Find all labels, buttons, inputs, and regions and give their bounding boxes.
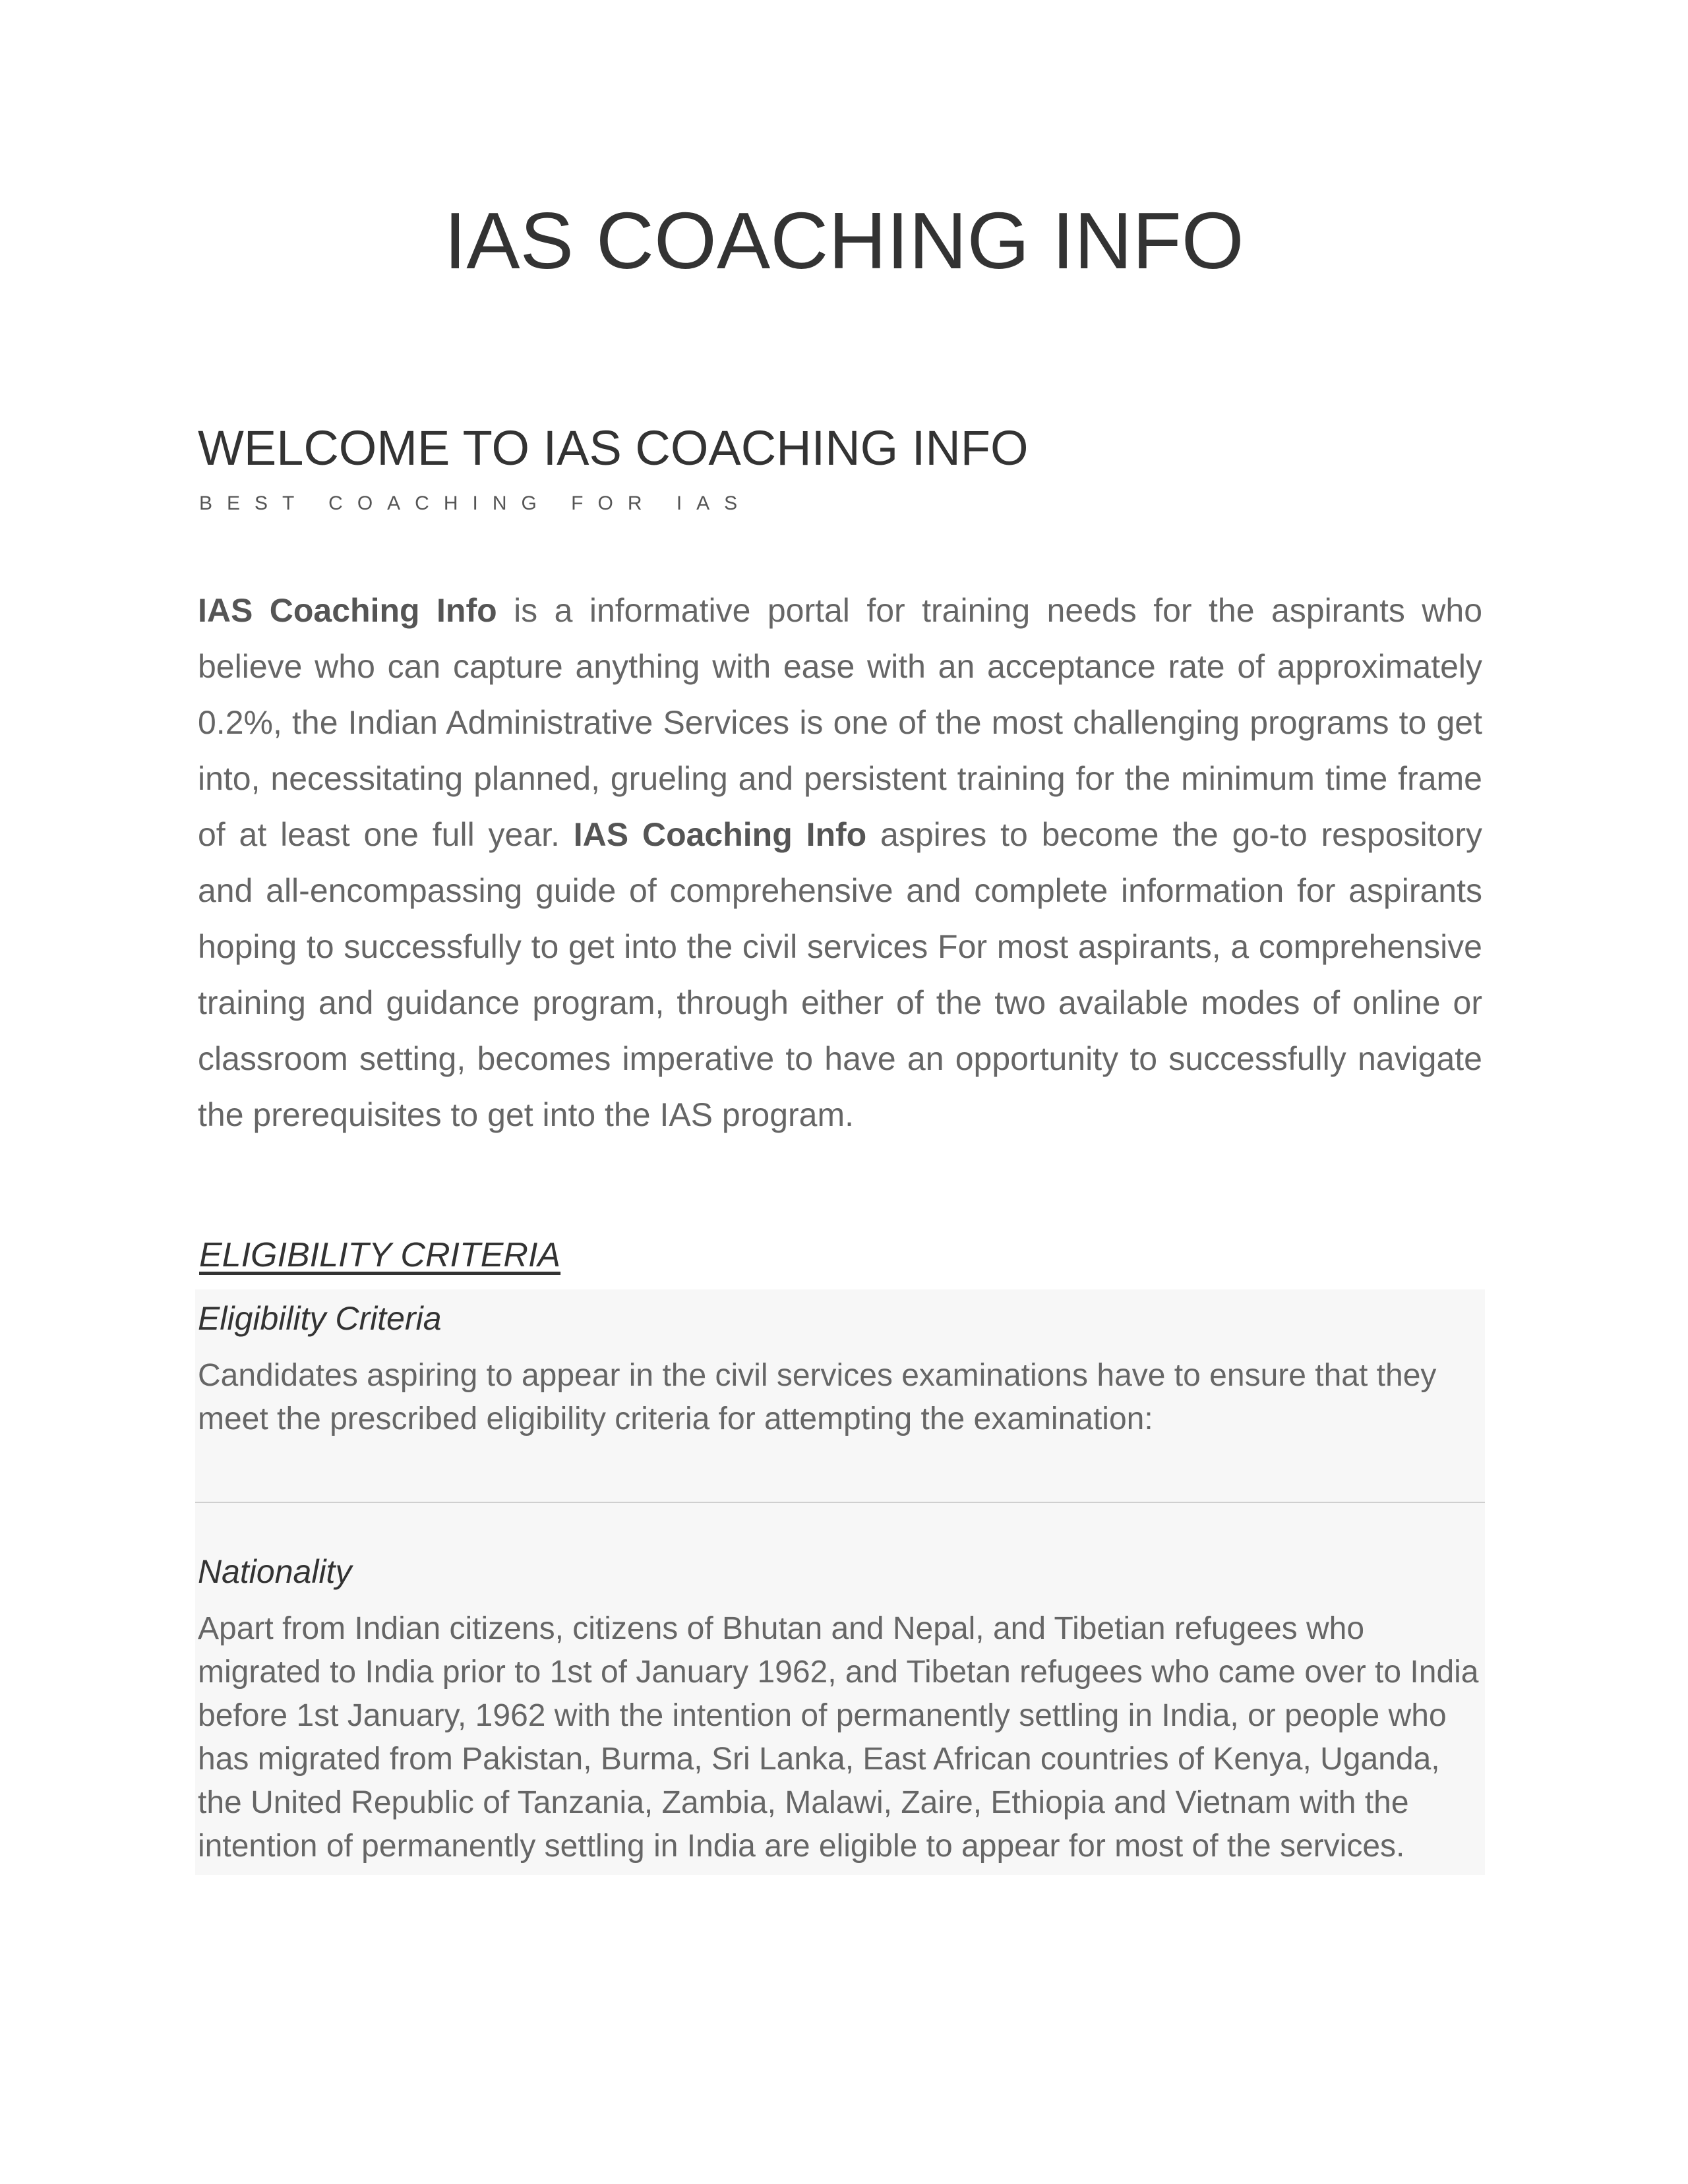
eligibility-criteria-text: Candidates aspiring to appear in the civil services examinations have to ensure that they meet the prescribed eligibility criteria for attempting the examination:: [198, 1358, 1437, 1436]
site-title: IAS COACHING INFO: [444, 196, 1244, 285]
intro-brand-name-2: IAS Coaching Info: [573, 816, 867, 853]
nationality-text: Apart from Indian citizens, citizens of Bhutan and Nepal, and Tibetian refugees who migrated to India prior to 1st of January 1962, and Tibetan refugees who came over to India before 1st January, 1962 with the intention of permanently settling in India, or people who has migrated from Pakistan, Burma, Sri Lanka, East African countries of Kenya, Uganda, the United Republic of Tanzania, Zambia, Malawi, Zaire, Ethiopia and Vietnam with the intention of permanently settling in India are eligible to appear for most of the services.: [198, 1611, 1479, 1864]
nationality-block: [195, 1503, 1485, 1875]
intro-paragraph: [198, 583, 1482, 1143]
eligibility-criteria-block: [195, 1289, 1485, 1441]
tagline: BEST COACHING FOR IAS: [199, 492, 752, 514]
eligibility-criteria-title: Eligibility Criteria: [198, 1300, 442, 1337]
intro-text-part-2: aspires to become the go-to respository and all-encompassing guide of comprehensive and complete information for aspirants hoping to successfully to get into the civil services For most aspirants, a comprehensive training and guidance program, through either of the two available modes of online or classroom setting, becomes imperative to have an opportunity to successfully navigate the prerequisites to get into the IAS program.: [198, 816, 1482, 1133]
intro-brand-name: IAS Coaching Info: [198, 592, 497, 629]
nationality-title: Nationality: [198, 1553, 352, 1590]
eligibility-panel: [195, 1289, 1485, 1875]
welcome-heading: WELCOME TO IAS COACHING INFO: [198, 421, 1029, 475]
eligibility-section-title: ELIGIBILITY CRITERIA: [199, 1236, 561, 1274]
main-content: [198, 415, 1482, 1875]
intro-text-part-1: is a informative portal for training needs for the aspirants who believe who can capture anything with ease with an acceptance rate of approximately 0.2%, the Indian Administrative Services is one of the most challenging programs to get into, necessitating planned, grueling and persistent training for the minimum time frame of at least one full year.: [198, 592, 1483, 853]
